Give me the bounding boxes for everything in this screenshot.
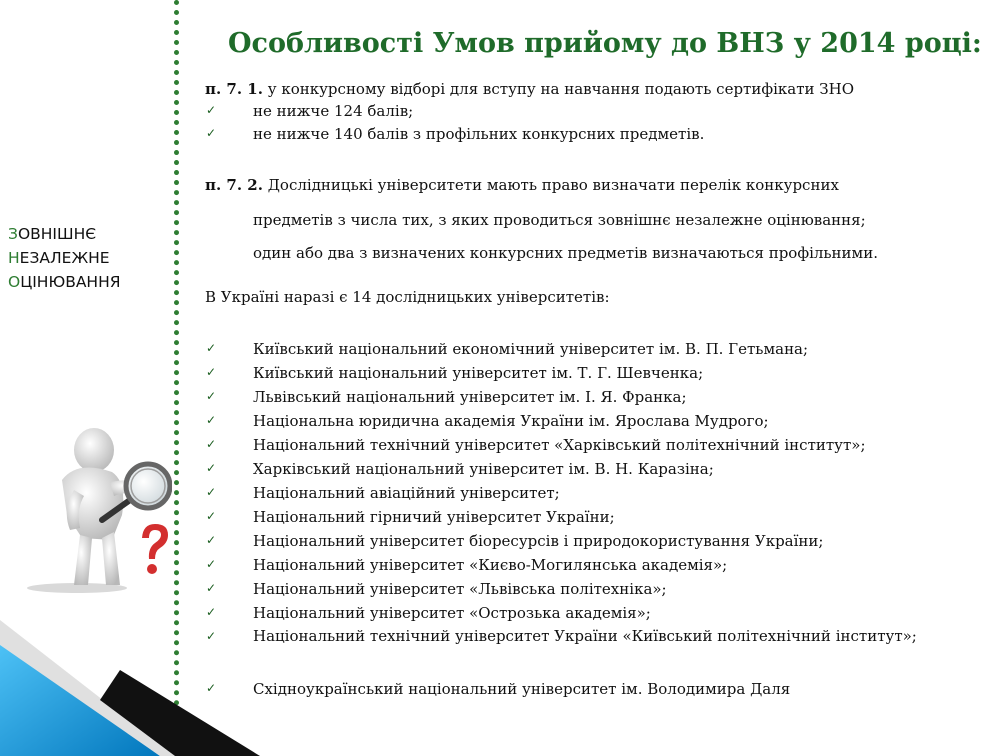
list-item: Національний університет біоресурсів і природокористування України; bbox=[253, 532, 824, 550]
sidebar-line-3 bbox=[8, 270, 121, 294]
magnifier-person-illustration bbox=[22, 420, 172, 595]
sidebar-word: ОВНІШНЄ bbox=[17, 225, 97, 243]
check-icon: ✓ bbox=[205, 485, 217, 499]
sidebar-initial: Н bbox=[8, 249, 20, 267]
list-item: Національний університет «Острозька академія»; bbox=[253, 604, 651, 622]
check-icon: ✓ bbox=[205, 681, 217, 695]
list-item: Східноукраїнський національний університет ім. Володимира Даля bbox=[253, 680, 791, 698]
list-item: Національний технічний університет України «Київський політехнічний інститут»; bbox=[253, 627, 917, 645]
sidebar-word: ЦІНЮВАННЯ bbox=[20, 273, 121, 291]
sidebar-line-1 bbox=[8, 222, 121, 246]
list-item: Національний авіаційний університет; bbox=[253, 484, 560, 502]
list-item: не нижче 140 балів з профільних конкурсних предметів. bbox=[253, 125, 705, 143]
clause-text: предметів з числа тих, з яких проводиться зовнішнє незалежне оцінювання; bbox=[253, 211, 866, 229]
list-item: Національний технічний університет «Харківський політехнічний інститут»; bbox=[253, 436, 866, 454]
question-mark-text: ? bbox=[22, 420, 23, 421]
corner-decoration bbox=[0, 600, 260, 756]
check-icon: ✓ bbox=[205, 413, 217, 427]
list-item: Харківський національний університет ім. В. Н. Каразіна; bbox=[253, 460, 714, 478]
list-item: Національний університет «Києво-Могилянська академія»; bbox=[253, 556, 728, 574]
sidebar-label bbox=[8, 222, 121, 294]
clause-number: п. 7. 1. bbox=[205, 80, 263, 98]
sidebar-initial: О bbox=[8, 273, 21, 291]
list-item: Київський національний університет ім. Т. Г. Шевченка; bbox=[253, 364, 704, 382]
check-icon: ✓ bbox=[205, 605, 217, 619]
clause-text: у конкурсному відборі для вступу на навчання подають сертифікати ЗНО bbox=[262, 80, 854, 98]
list-item: не нижче 124 балів; bbox=[253, 102, 414, 120]
list-item: Національна юридична академія України ім. Ярослава Мудрого; bbox=[253, 412, 769, 430]
check-icon: ✓ bbox=[205, 461, 217, 475]
check-icon: ✓ bbox=[205, 629, 217, 643]
check-icon: ✓ bbox=[205, 509, 217, 523]
check-icon: ✓ bbox=[205, 389, 217, 403]
sidebar-line-2 bbox=[8, 246, 121, 270]
sidebar-initial: З bbox=[8, 225, 18, 243]
clause-7-2 bbox=[205, 176, 839, 194]
check-icon: ✓ bbox=[205, 581, 217, 595]
list-item: Національний університет «Львівська політехніка»; bbox=[253, 580, 667, 598]
check-icon: ✓ bbox=[205, 557, 217, 571]
universities-intro: В Україні наразі є 14 дослідницьких університетів: bbox=[205, 288, 610, 306]
check-icon: ✓ bbox=[205, 533, 217, 547]
check-icon: ✓ bbox=[205, 103, 217, 117]
clause-number: п. 7. 2. bbox=[205, 176, 263, 194]
check-icon: ✓ bbox=[205, 437, 217, 451]
clause-text: один або два з визначених конкурсних предметів визначаються профільними. bbox=[253, 244, 878, 262]
page-title: Особливості Умов прийому до ВНЗ у 2014 році: bbox=[228, 28, 982, 59]
check-icon: ✓ bbox=[205, 365, 217, 379]
check-icon: ✓ bbox=[205, 126, 217, 140]
list-item: Львівський національний університет ім. І. Я. Франка; bbox=[253, 388, 687, 406]
clause-7-1 bbox=[205, 80, 854, 98]
check-icon: ✓ bbox=[205, 341, 217, 355]
list-item: Національний гірничий університет України; bbox=[253, 508, 615, 526]
clause-text: Дослідницькі університети мають право визначати перелік конкурсних bbox=[262, 176, 839, 194]
sidebar-word: ЕЗАЛЕЖНЕ bbox=[19, 249, 110, 267]
list-item: Київський національний економічний університет ім. В. П. Гетьмана; bbox=[253, 340, 809, 358]
